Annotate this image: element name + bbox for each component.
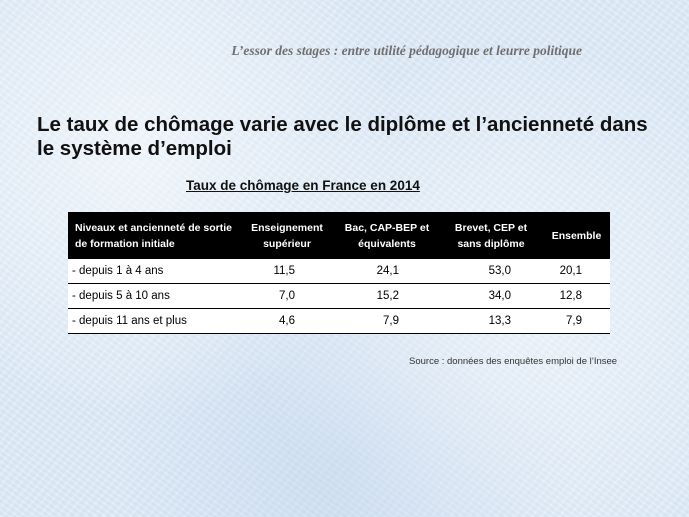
header-subtitle: L’essor des stages : entre utilité pédagogique et leurre politique [231, 43, 582, 58]
row-label: - depuis 1 à 4 ans [72, 265, 164, 277]
cell-value: 24,1 [376, 265, 399, 277]
table-row [68, 309, 610, 334]
source-note: Source : données des enquêtes emploi de l’Insee [409, 356, 618, 367]
cell-value: 15,2 [335, 284, 439, 309]
column-header-bac: Bac, CAP-BEP et équivalents [335, 212, 439, 259]
cell-value: 12,8 [543, 284, 610, 309]
cell-value: 7,9 [543, 309, 610, 334]
row-label: - depuis 11 ans et plus [68, 309, 239, 334]
cell-value: 13,3 [439, 309, 543, 334]
cell-value: 7,0 [239, 284, 335, 309]
cell-value: 7,9 [335, 309, 439, 334]
column-header-overall: Ensemble [543, 212, 610, 259]
table-header-row [68, 212, 610, 259]
cell-value: 34,0 [439, 284, 543, 309]
headline: Le taux de chômage varie avec le diplôme et l’ancienneté dans le système d’emploi [37, 113, 648, 160]
row-label: - depuis 5 à 10 ans [68, 284, 239, 309]
unemployment-table [68, 212, 610, 334]
column-header-brevet: Brevet, CEP et sans diplôme [439, 212, 543, 259]
table-row [68, 284, 610, 309]
cell-value: 53,0 [488, 265, 511, 277]
table-row [68, 259, 610, 284]
cell-value: 20,1 [559, 265, 582, 277]
table-title: Taux de chômage en France en 2014 [186, 178, 420, 193]
cell-value: 11,5 [273, 265, 295, 277]
cell-value: 4,6 [239, 309, 335, 334]
column-header-levels: Niveaux et ancienneté de sortie de formation initiale [68, 212, 239, 259]
column-header-higher-education: Enseignement supérieur [239, 212, 335, 259]
